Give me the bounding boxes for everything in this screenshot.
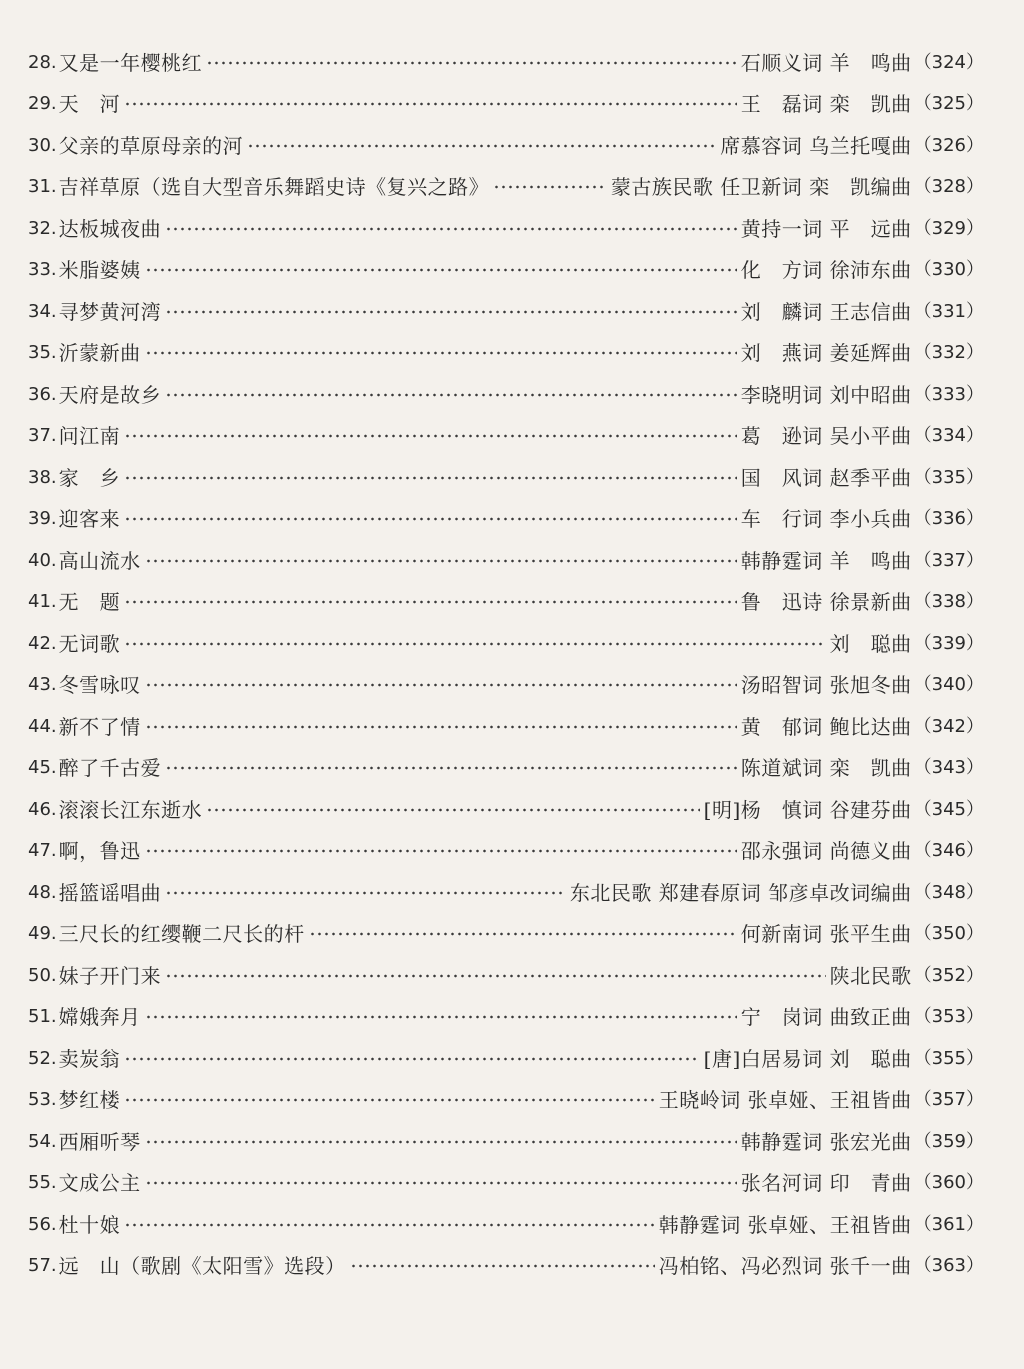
page-number: （355） (913, 1047, 984, 1069)
page-number: （346） (913, 840, 984, 862)
toc-entry (28, 665, 984, 707)
song-title: 无 题 (58, 590, 121, 615)
song-title: 寻梦黄河湾 (58, 299, 162, 324)
toc-entry (28, 42, 984, 84)
entry-number: 40. (28, 549, 57, 571)
song-title: 又是一年樱桃红 (58, 50, 203, 75)
entry-number: 39. (28, 508, 57, 530)
song-credits: [唐]白居易词 刘 聪曲 (703, 1046, 912, 1071)
page-number: （332） (913, 342, 984, 364)
page-number: （324） (913, 51, 984, 73)
song-credits: 蒙古族民歌 任卫新词 栾 凯编曲 (610, 175, 912, 200)
entry-number: 36. (28, 383, 57, 405)
entry-number: 50. (28, 964, 57, 986)
song-title: 新不了情 (58, 714, 141, 739)
table-of-contents (28, 42, 984, 1287)
entry-number: 30. (28, 134, 57, 156)
song-title: 问江南 (58, 424, 121, 449)
toc-entry (28, 955, 984, 997)
toc-entry (28, 872, 984, 914)
song-credits: 汤昭智词 张旭冬曲 (740, 673, 912, 698)
entry-number: 55. (28, 1172, 57, 1194)
song-title: 西厢听琴 (58, 1129, 141, 1154)
dot-leader (165, 302, 737, 322)
page-number: （329） (913, 217, 984, 239)
song-title: 醉了千古爱 (58, 756, 162, 781)
dot-leader (145, 1007, 737, 1027)
dot-leader (145, 717, 737, 737)
page-number: （360） (913, 1172, 984, 1194)
song-title: 梦红楼 (58, 1088, 121, 1113)
toc-entry (28, 748, 984, 790)
page-number: （330） (913, 259, 984, 281)
toc-entry (28, 84, 984, 126)
toc-entry (28, 831, 984, 873)
toc-entry (28, 706, 984, 748)
entry-number: 33. (28, 259, 57, 281)
entry-number: 48. (28, 881, 57, 903)
song-title: 达板城夜曲 (58, 216, 162, 241)
entry-number: 43. (28, 674, 57, 696)
page-number: （353） (913, 1006, 984, 1028)
toc-entry (28, 623, 984, 665)
page-number: （337） (913, 549, 984, 571)
song-credits: 石顺义词 羊 鸣曲 (740, 50, 912, 75)
toc-entry (28, 250, 984, 292)
song-title: 家 乡 (58, 465, 121, 490)
dot-leader (124, 1049, 700, 1069)
dot-leader (247, 136, 716, 156)
song-title: 妹子开门来 (58, 963, 162, 988)
toc-entry (28, 1246, 984, 1288)
entry-number: 51. (28, 1006, 57, 1028)
page-number: （361） (913, 1213, 984, 1235)
song-credits: 何新南词 张平生曲 (740, 922, 912, 947)
entry-number: 35. (28, 342, 57, 364)
page-number: （325） (913, 93, 984, 115)
song-title: 无词歌 (58, 631, 121, 656)
dot-leader (124, 94, 737, 114)
dot-leader (165, 219, 737, 239)
page-number: （357） (913, 1089, 984, 1111)
entry-number: 45. (28, 757, 57, 779)
song-title: 摇篮谣唱曲 (58, 880, 162, 905)
entry-number: 32. (28, 217, 57, 239)
song-title: 高山流水 (58, 548, 141, 573)
dot-leader (309, 924, 737, 944)
song-title: 嫦娥奔月 (58, 1005, 141, 1030)
toc-entry (28, 374, 984, 416)
toc-entry (28, 167, 984, 209)
page-number: （338） (913, 591, 984, 613)
dot-leader (145, 551, 737, 571)
song-title: 杜十娘 (58, 1212, 121, 1237)
song-credits: [明]杨 慎词 谷建芬曲 (703, 797, 912, 822)
entry-number: 29. (28, 93, 57, 115)
song-credits: 李晓明词 刘中昭曲 (740, 382, 912, 407)
dot-leader (145, 675, 737, 695)
song-title: 远 山（歌剧《太阳雪》选段） (58, 1254, 346, 1279)
song-title: 三尺长的红缨鞭二尺长的杆 (58, 922, 305, 947)
toc-entry (28, 499, 984, 541)
entry-number: 31. (28, 176, 57, 198)
toc-entry (28, 416, 984, 458)
entry-number: 52. (28, 1047, 57, 1069)
toc-entry (28, 1080, 984, 1122)
dot-leader (145, 1132, 737, 1152)
song-credits: 邵永强词 尚德义曲 (740, 839, 912, 864)
toc-entry (28, 208, 984, 250)
entry-number: 41. (28, 591, 57, 613)
song-credits: 张名河词 印 青曲 (740, 1171, 912, 1196)
song-credits: 刘 聪曲 (829, 631, 912, 656)
dot-leader (165, 385, 737, 405)
page-number: （340） (913, 674, 984, 696)
song-title: 吉祥草原（选自大型音乐舞蹈史诗《复兴之路》 (58, 175, 490, 200)
page-number: （359） (913, 1130, 984, 1152)
song-credits: 车 行词 李小兵曲 (740, 507, 912, 532)
dot-leader (145, 1173, 737, 1193)
song-credits: 陈道斌词 栾 凯曲 (740, 756, 912, 781)
page-number: （334） (913, 425, 984, 447)
toc-entry (28, 997, 984, 1039)
toc-entry (28, 457, 984, 499)
toc-entry (28, 789, 984, 831)
song-title: 父亲的草原母亲的河 (58, 133, 244, 158)
page-number: （350） (913, 923, 984, 945)
song-credits: 黄持一词 平 远曲 (740, 216, 912, 241)
entry-number: 44. (28, 715, 57, 737)
toc-entry (28, 540, 984, 582)
toc-entry (28, 1038, 984, 1080)
song-title: 迎客来 (58, 507, 121, 532)
entry-number: 28. (28, 51, 57, 73)
page-number: （348） (913, 881, 984, 903)
song-credits: 黄 郁词 鲍比达曲 (740, 714, 912, 739)
dot-leader (165, 883, 566, 903)
page-number: （352） (913, 964, 984, 986)
dot-leader (145, 841, 737, 861)
song-title: 冬雪咏叹 (58, 673, 141, 698)
page-number: （345） (913, 798, 984, 820)
song-credits: 东北民歌 郑建春原词 邹彦卓改词编曲 (569, 880, 912, 905)
page-number: （328） (913, 176, 984, 198)
entry-number: 53. (28, 1089, 57, 1111)
song-credits: 冯柏铭、冯必烈词 张千一曲 (658, 1254, 912, 1279)
dot-leader (145, 260, 737, 280)
entry-number: 37. (28, 425, 57, 447)
song-title: 卖炭翁 (58, 1046, 121, 1071)
entry-number: 34. (28, 300, 57, 322)
page-number: （336） (913, 508, 984, 530)
page-number: （343） (913, 757, 984, 779)
song-credits: 席慕容词 乌兰托嘎曲 (720, 133, 912, 158)
entry-number: 38. (28, 466, 57, 488)
song-title: 滚滚长江东逝水 (58, 797, 203, 822)
entry-number: 54. (28, 1130, 57, 1152)
dot-leader (124, 1090, 655, 1110)
song-credits: 韩静霆词 羊 鸣曲 (740, 548, 912, 573)
song-credits: 韩静霆词 张宏光曲 (740, 1129, 912, 1154)
song-title: 米脂婆姨 (58, 258, 141, 283)
toc-entry (28, 1121, 984, 1163)
dot-leader (165, 758, 737, 778)
song-title: 文成公主 (58, 1171, 141, 1196)
song-title: 沂蒙新曲 (58, 341, 141, 366)
page-number: （333） (913, 383, 984, 405)
dot-leader (124, 634, 826, 654)
song-title: 天 河 (58, 92, 121, 117)
entry-number: 47. (28, 840, 57, 862)
dot-leader (124, 509, 737, 529)
toc-entry (28, 582, 984, 624)
song-credits: 宁 岗词 曲致正曲 (740, 1005, 912, 1030)
toc-entry (28, 1204, 984, 1246)
page-number: （335） (913, 466, 984, 488)
dot-leader (124, 1215, 655, 1235)
toc-entry (28, 1163, 984, 1205)
dot-leader (206, 800, 700, 820)
toc-entry (28, 125, 984, 167)
toc-entry (28, 333, 984, 375)
entry-number: 57. (28, 1255, 57, 1277)
song-credits: 陕北民歌 (829, 963, 912, 988)
song-credits: 刘 燕词 姜延辉曲 (740, 341, 912, 366)
dot-leader (124, 592, 737, 612)
toc-entry (28, 914, 984, 956)
song-credits: 化 方词 徐沛东曲 (740, 258, 912, 283)
dot-leader (350, 1256, 655, 1276)
dot-leader (124, 426, 737, 446)
page-number: （339） (913, 632, 984, 654)
dot-leader (124, 468, 737, 488)
song-credits: 刘 麟词 王志信曲 (740, 299, 912, 324)
toc-entry (28, 291, 984, 333)
page-number: （342） (913, 715, 984, 737)
song-credits: 韩静霆词 张卓娅、王祖皆曲 (658, 1212, 912, 1237)
page-number: （331） (913, 300, 984, 322)
dot-leader (165, 966, 826, 986)
dot-leader (493, 177, 607, 197)
song-credits: 王晓岭词 张卓娅、王祖皆曲 (658, 1088, 912, 1113)
song-credits: 王 磊词 栾 凯曲 (740, 92, 912, 117)
page-number: （363） (913, 1255, 984, 1277)
song-credits: 葛 逊词 吴小平曲 (740, 424, 912, 449)
entry-number: 46. (28, 798, 57, 820)
song-credits: 国 风词 赵季平曲 (740, 465, 912, 490)
page-number: （326） (913, 134, 984, 156)
dot-leader (206, 53, 737, 73)
entry-number: 42. (28, 632, 57, 654)
song-title: 啊，鲁迅 (58, 839, 141, 864)
song-title: 天府是故乡 (58, 382, 162, 407)
dot-leader (145, 343, 737, 363)
song-credits: 鲁 迅诗 徐景新曲 (740, 590, 912, 615)
entry-number: 56. (28, 1213, 57, 1235)
entry-number: 49. (28, 923, 57, 945)
